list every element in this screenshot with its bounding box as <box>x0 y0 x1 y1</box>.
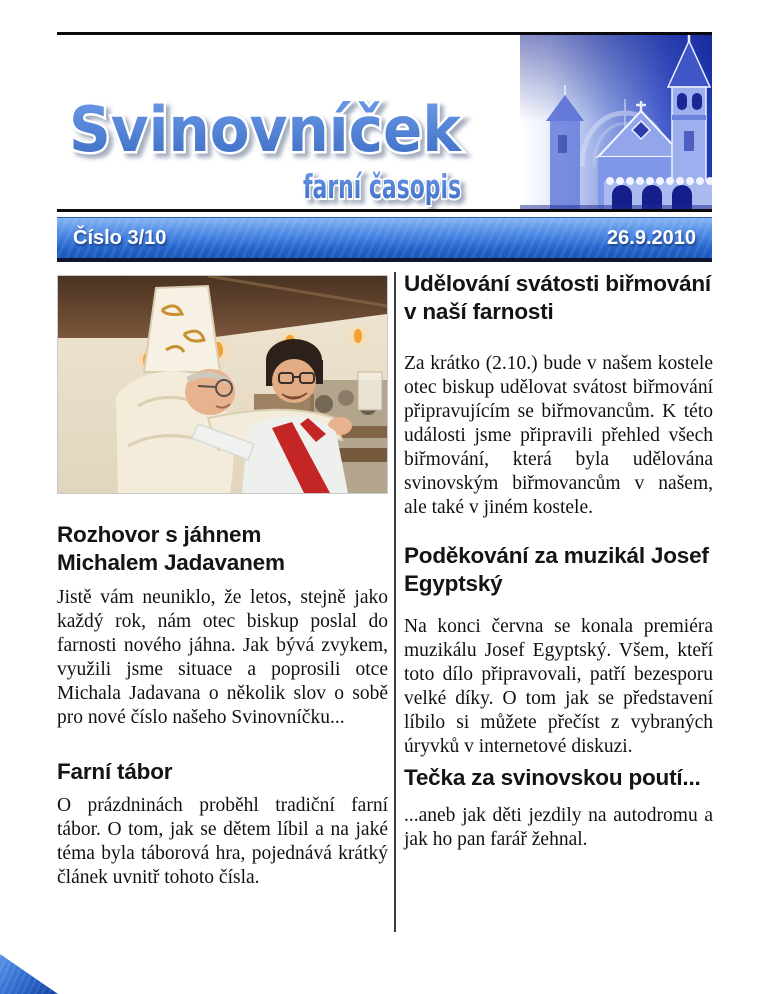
article-body-fair: ...aneb jak děti jezdily na autodromu a jak ho pan farář žehnal. <box>404 805 713 850</box>
article-heading-confirmation: Udělování svátosti biřmování v naší farnosti <box>404 271 711 324</box>
issue-number: Číslo 3/10 <box>73 226 167 249</box>
article-heading-camp: Farní tábor <box>57 759 173 784</box>
masthead-logo <box>57 35 577 209</box>
article-body-confirmation: Za krátko (2.10.) bude v našem kostele otec biskup udělovat svátost biřmování připravujícím se biřmovancům. K této události jsme připravili přehled všech biřmování, která byla udělována svinovským biřmovancům v našem, ale také v jiném kostele. <box>404 353 713 518</box>
article-body-interview: Jistě vám neuniklo, že letos, stejně jako každý rok, nám otec biskup poslal do farnosti nového jáhna. Jak bývá zvykem, využili jsme situace a poprosili otce Michala Jadavana o několik slov o sobě pro nové číslo našeho Svinovníčku... <box>57 587 388 728</box>
magazine-title: Svinovníček <box>69 93 463 166</box>
issue-bar <box>57 217 712 262</box>
article-heading-interview: Rozhovor s jáhnem Michalem Jadavanem <box>57 522 285 575</box>
column-divider <box>394 272 396 932</box>
masthead <box>57 32 712 212</box>
corner-decoration <box>0 954 58 994</box>
right-column <box>404 270 713 852</box>
article-heading-musical: Poděkování za muzikál Josef Egyptský <box>404 543 709 596</box>
article-heading-fair: Tečka za svinovskou poutí... <box>404 765 701 790</box>
left-column <box>57 270 388 890</box>
article-body-musical: Na konci června se konala premiéra muzikálu Josef Egyptský. Všem, kteří toto dílo připravovali, patří bezesporu velké díky. O tom jak se představení líbilo si můžete přečíst z vybraných úryvků v internetové diskuzi. <box>404 616 713 757</box>
article-body-camp: O prázdninách proběhl tradiční farní tábor. O tom, jak se dětem líbil a na jaké téma byla táborová hra, pojednává krátký článek uvnitř tohoto čísla. <box>57 795 388 888</box>
magazine-subtitle: farní časopis <box>303 167 461 206</box>
front-photo <box>57 275 388 494</box>
issue-date: 26.9.2010 <box>607 226 696 249</box>
